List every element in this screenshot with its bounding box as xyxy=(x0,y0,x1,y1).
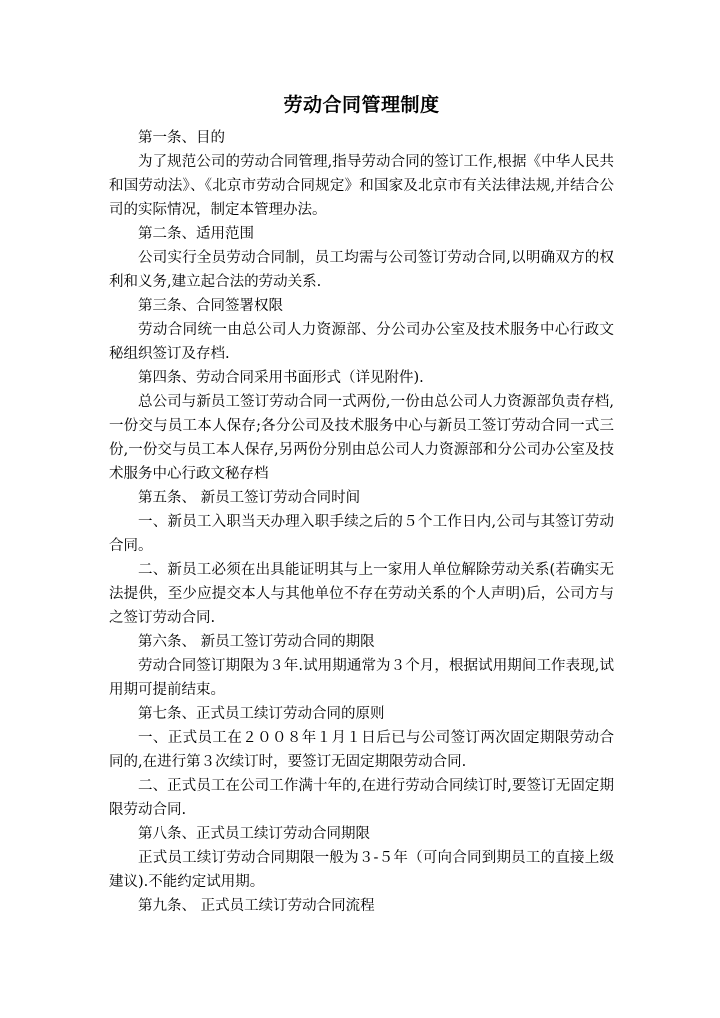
article-heading-6: 第六条、 新员工签订劳动合同的期限 xyxy=(138,634,375,650)
paragraph-renewal-term: 正式员工续订劳动合同期限一般为３-５年（可向合同到期员工的直接上级建议).不能约定试用期。 xyxy=(109,850,614,890)
document-page xyxy=(109,92,614,918)
paragraph-scope: 公司实行全员劳动合同制，员工均需与公司签订劳动合同,以明确双方的权利和义务,建立起合法的劳动关系. xyxy=(109,250,614,290)
paragraph-renewal-principle-2: 二、正式员工在公司工作满十年的,在进行劳动合同续订时,要签订无固定期限劳动合同. xyxy=(109,778,614,818)
paragraph-contract-term: 劳动合同签订期限为３年.试用期通常为３个月，根据试用期间工作表现,试用期可提前结束。 xyxy=(109,658,614,698)
article-heading-9: 第九条、 正式员工续订劳动合同流程 xyxy=(138,898,375,914)
article-heading-5: 第五条、 新员工签订劳动合同时间 xyxy=(138,490,361,506)
article-heading-7: 第七条、正式员工续订劳动合同的原则 xyxy=(138,706,385,722)
paragraph-copies: 总公司与新员工签订劳动合同一式两份,一份由总公司人力资源部负责存档,一份交与员工本人保存;各分公司及技术服务中心与新员工签订劳动合同一式三份,一份交与员工本人保存,另两份分别由总公司人力资源部和分公司办公室及技术服务中心行政文秘存档 xyxy=(109,394,614,482)
paragraph-purpose: 为了规范公司的劳动合同管理,指导劳动合同的签订工作,根据《中华人民共和国劳动法》、《北京市劳动合同规定》和国家及北京市有关法律法规,并结合公司的实际情况，制定本管理办法。 xyxy=(109,154,614,218)
document-title: 劳动合同管理制度 xyxy=(283,94,440,116)
article-heading-2: 第二条、适用范围 xyxy=(138,226,254,242)
article-heading-3: 第三条、合同签署权限 xyxy=(138,298,283,314)
paragraph-signing-authority: 劳动合同统一由总公司人力资源部、分公司办公室及技术服务中心行政文秘组织签订及存档. xyxy=(109,322,614,362)
paragraph-new-hire-timing-1: 一、新员工入职当天办理入职手续之后的５个工作日内,公司与其签订劳动合同。 xyxy=(109,514,614,554)
article-heading-4: 第四条、劳动合同采用书面形式（详见附件). xyxy=(138,370,424,386)
article-heading-1: 第一条、目的 xyxy=(138,130,225,146)
paragraph-renewal-principle-1: 一、正式员工在２００８年１月１日后已与公司签订两次固定期限劳动合同的,在进行第３次续订时，要签订无固定期限劳动合同. xyxy=(109,730,614,770)
paragraph-new-hire-timing-2: 二、新员工必须在出具能证明其与上一家用人单位解除劳动关系(若确实无法提供，至少应提交本人与其他单位不存在劳动关系的个人声明)后，公司方与之签订劳动合同. xyxy=(109,562,614,626)
article-heading-8: 第八条、正式员工续订劳动合同期限 xyxy=(138,826,370,842)
